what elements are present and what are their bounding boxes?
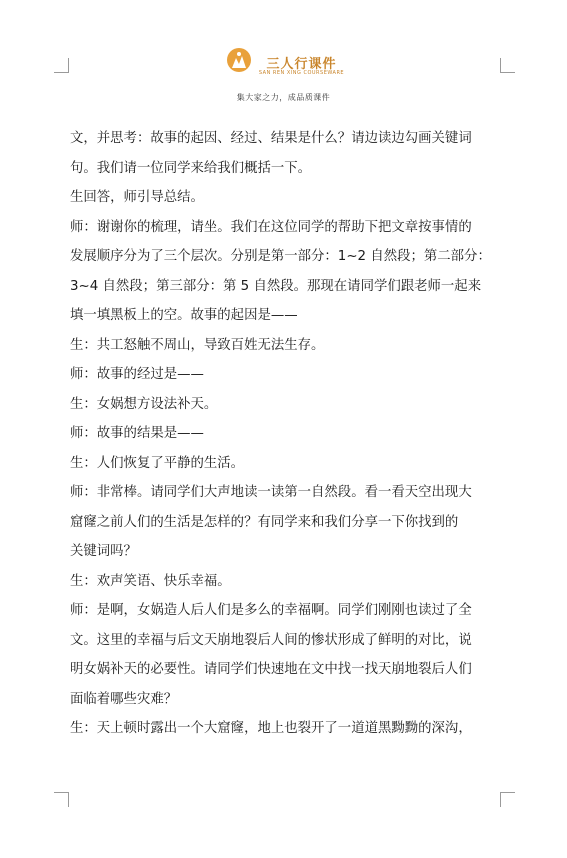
text-line: 文。这里的幸福与后文天崩地裂后人间的惨状形成了鲜明的对比，说 bbox=[70, 632, 472, 648]
page-header bbox=[0, 46, 567, 103]
text-line: 窟窿之前人们的生活是怎样的？有同学来和我们分享一下你找到的 bbox=[70, 514, 459, 530]
text-line: 3~4 自然段；第三部分：第 5 自然段。那现在请同学们跟老师一起来 bbox=[70, 278, 482, 294]
logo-icon bbox=[223, 46, 255, 82]
text-line: 发展顺序分为了三个层次。分别是第一部分：1~2 自然段；第二部分： bbox=[70, 249, 491, 264]
text-line: 师：故事的经过是—— bbox=[70, 367, 204, 382]
text-line: 生：人们恢复了平静的生活。 bbox=[70, 455, 245, 471]
text-line: 句。我们请一位同学来给我们概括一下。 bbox=[70, 160, 312, 176]
logo-text: 三人行课件 bbox=[266, 56, 337, 72]
text-line: 面临着哪些灾难？ bbox=[70, 691, 178, 707]
header-tagline: 集大家之力，成品质课件 bbox=[236, 93, 331, 102]
text-line: 文，并思考：故事的起因、经过、结果是什么？请边读边勾画关键词 bbox=[70, 131, 472, 146]
crop-mark-bottom-left bbox=[54, 792, 69, 807]
text-line: 生：共工怒触不周山，导致百姓无法生存。 bbox=[70, 337, 325, 353]
text-line: 师：故事的结果是—— bbox=[70, 426, 204, 441]
text-line: 关键词吗？ bbox=[70, 544, 137, 559]
logo-subtext: SAN REN XING COURSEWARE bbox=[258, 69, 345, 76]
text-line: 生：女娲想方设法补天。 bbox=[70, 396, 218, 412]
text-line: 生：天上顿时露出一个大窟窿，地上也裂开了一道道黑黝黝的深沟， bbox=[70, 721, 472, 736]
text-line: 明女娲补天的必要性。请同学们快速地在文中找一找天崩地裂后人们 bbox=[70, 662, 472, 677]
text-line: 生：欢声笑语、快乐幸福。 bbox=[70, 573, 231, 589]
text-line: 师：谢谢你的梳理，请坐。我们在这位同学的帮助下把文章按事情的 bbox=[70, 219, 472, 235]
text-line: 师：非常棒。请同学们大声地读一读第一自然段。看一看天空出现大 bbox=[70, 485, 472, 500]
text-line: 生回答，师引导总结。 bbox=[70, 190, 204, 205]
logo bbox=[223, 46, 344, 82]
text-line: 填一填黑板上的空。故事的起因是—— bbox=[70, 308, 298, 323]
document-body bbox=[70, 124, 510, 744]
text-line: 师：是啊，女娲造人后人们是多么的幸福啊。同学们刚刚也读过了全 bbox=[70, 603, 472, 618]
crop-mark-bottom-right bbox=[500, 792, 515, 807]
